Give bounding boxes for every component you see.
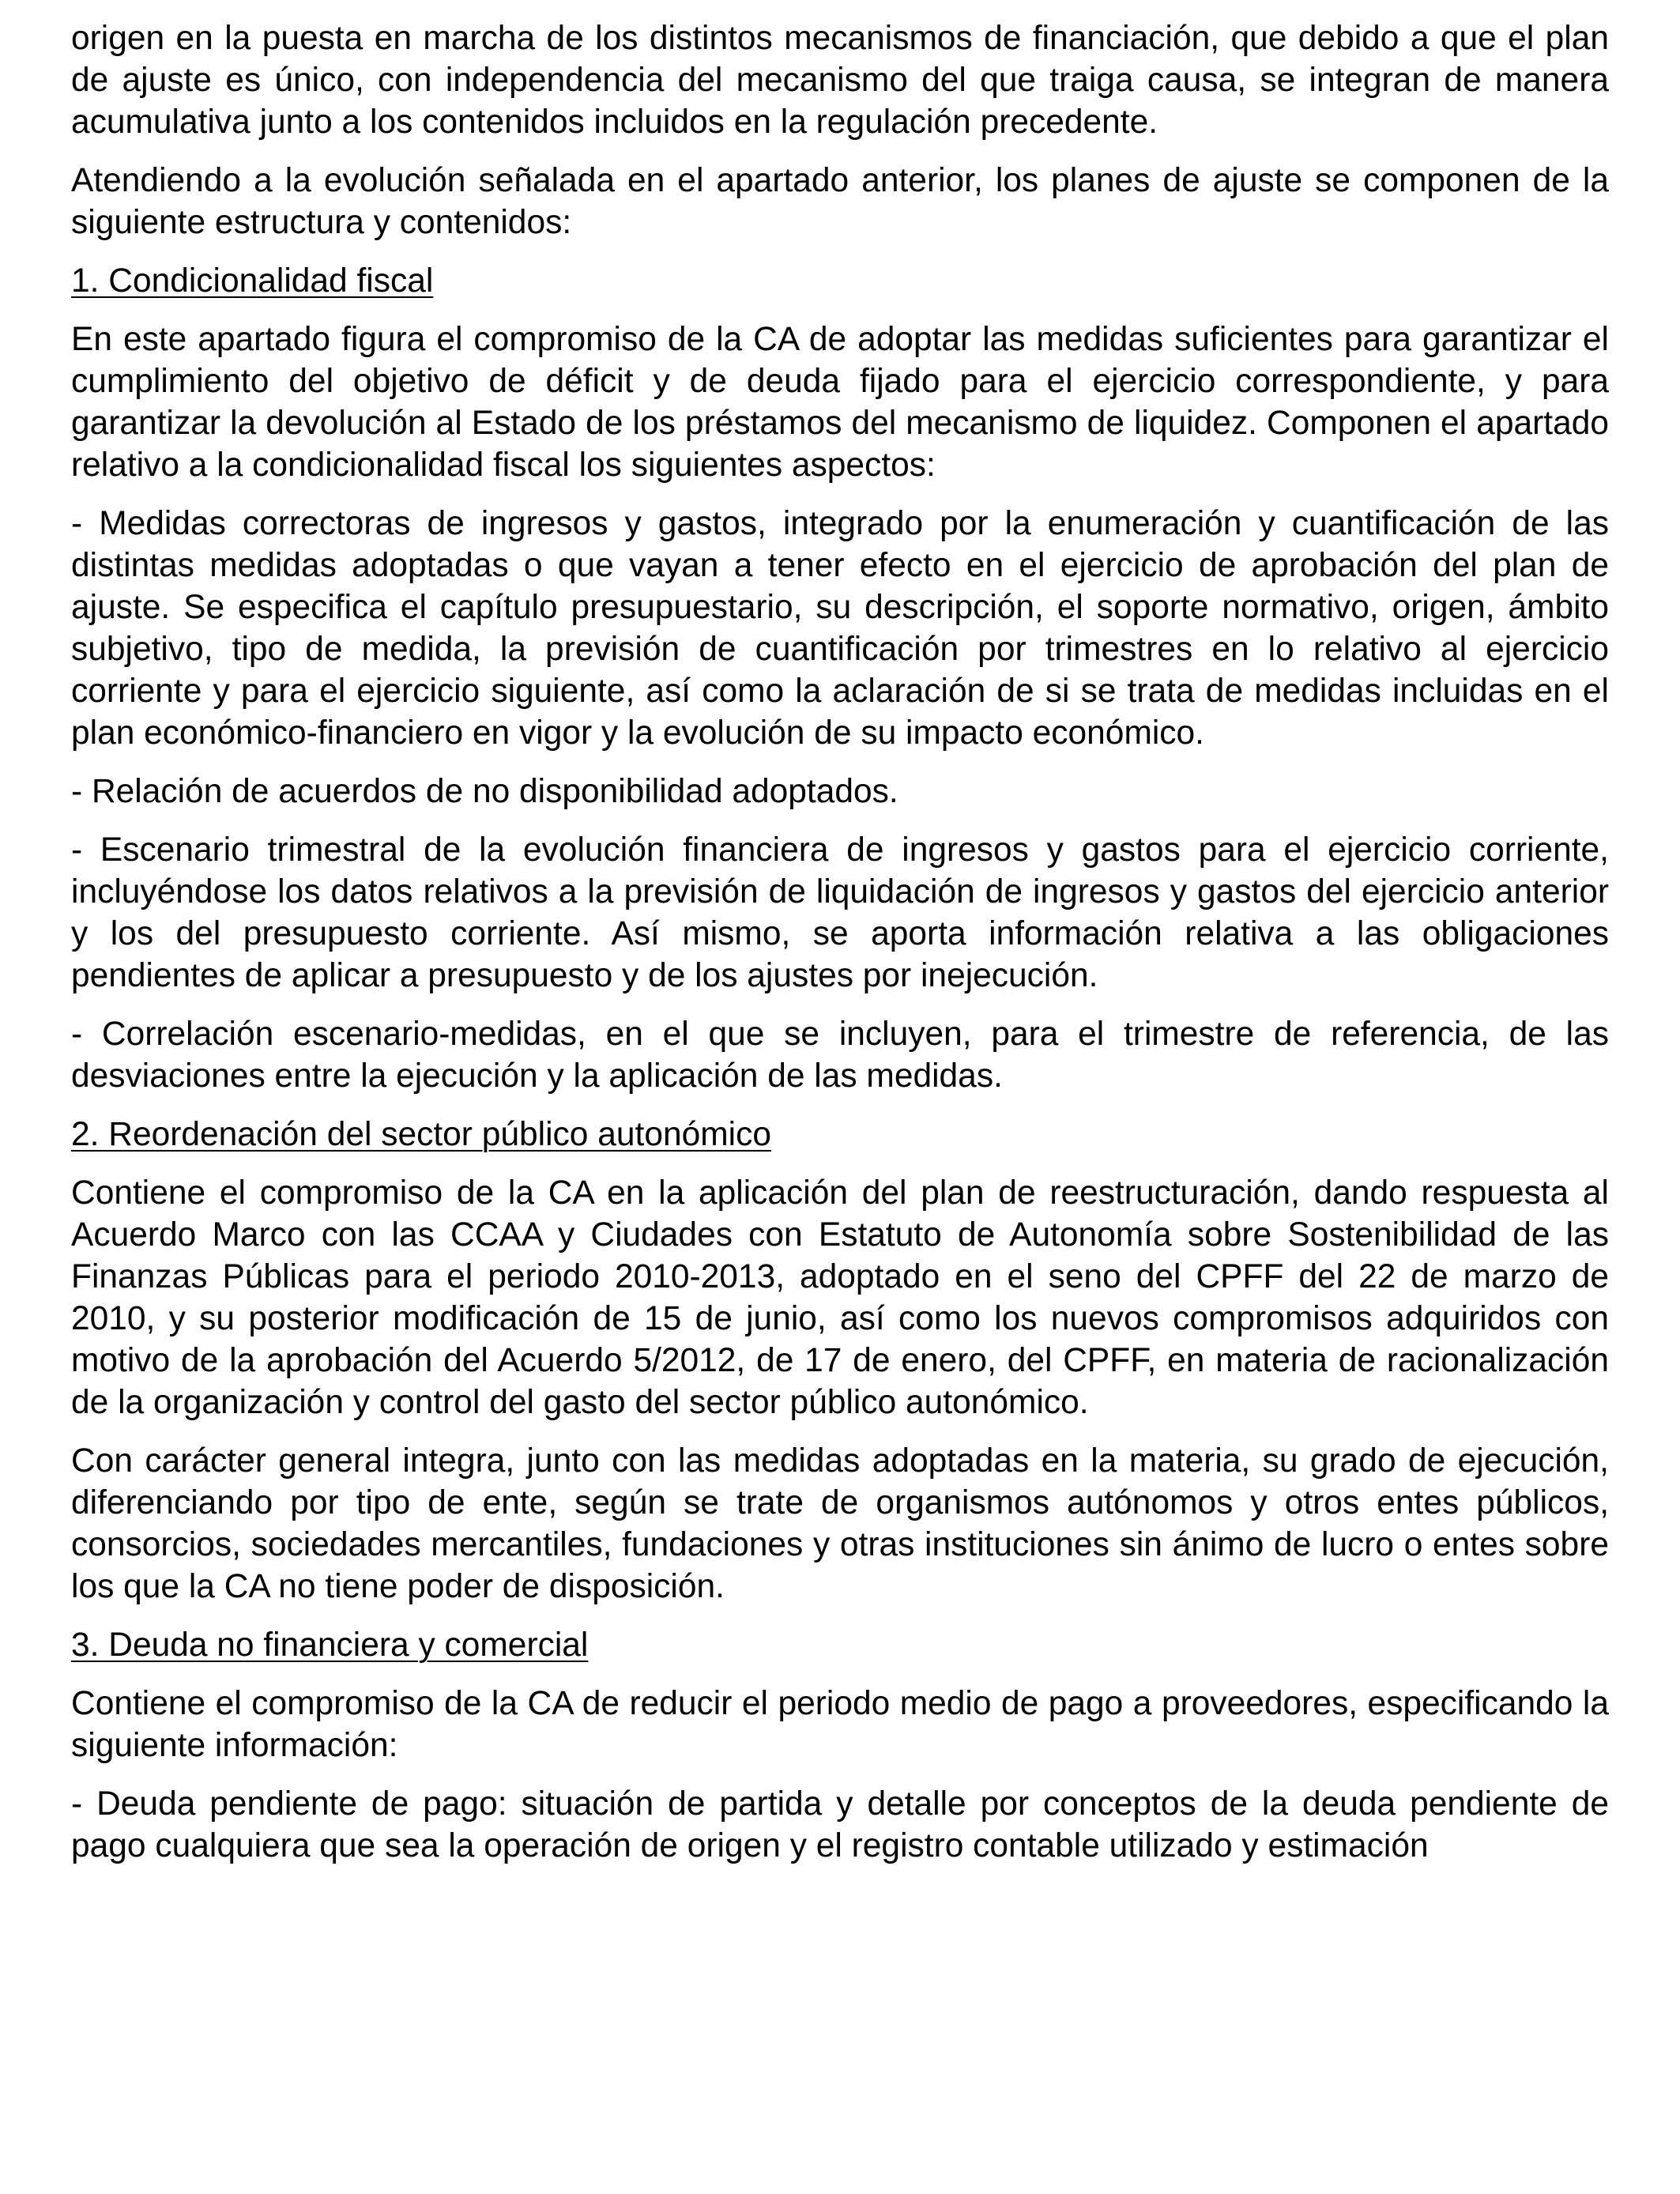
list-paragraph: - Deuda pendiente de pago: situación de partida y detalle por conceptos de la deuda pendiente de pago cualquiera que sea la operación de origen y el registro contable utilizado y estimación [71,1785,1609,1864]
intro-paragraph: origen en la puesta en marcha de los distintos mecanismos de financiación, que debido a que el plan de ajuste es único, con independencia del mecanismo del que traiga causa, se integran de manera acumulativa junto a los contenidos incluidos en la regulación precedente. [71,20,1609,141]
section-heading-condicionalidad-fiscal: 1. Condicionalidad fiscal [71,262,434,300]
body-paragraph: En este apartado figura el compromiso de la CA de adoptar las medidas suficientes para garantizar el cumplimiento del objetivo de déficit y de deuda fijado para el ejercicio correspondiente, y para garantizar la devolución al Estado de los préstamos del mecanismo de liquidez. Componen el apartado relativo a la condicionalidad fiscal los siguientes aspectos: [71,321,1609,484]
body-paragraph: Contiene el compromiso de la CA de reducir el periodo medio de pago a proveedores, especificando la siguiente información: [71,1685,1609,1764]
section-heading-deuda: 3. Deuda no financiera y comercial [71,1627,589,1664]
body-paragraph: Contiene el compromiso de la CA en la aplicación del plan de reestructuración, dando respuesta al Acuerdo Marco con las CCAA y Ciudades con Estatuto de Autonomía sobre Sostenibilidad de las Finanzas Públicas para el periodo 2010-2013, adoptado en el seno del CPFF del 22 de marzo de 2010, y su posterior modificación de 15 de junio, así como los nuevos compromisos adquiridos con motivo de la aprobación del Acuerdo 5/2012, de 17 de enero, del CPFF, en materia de racionalización de la organización y control del gasto del sector público autonómico. [71,1174,1609,1421]
section-heading-reordenacion: 2. Reordenación del sector público autonómico [71,1116,771,1153]
intro-paragraph: Atendiendo a la evolución señalada en el apartado anterior, los planes de ajuste se componen de la siguiente estructura y contenidos: [71,162,1609,241]
list-paragraph: - Relación de acuerdos de no disponibilidad adoptados. [71,773,898,810]
document-page [71,17,1609,1883]
list-paragraph: - Correlación escenario-medidas, en el que se incluyen, para el trimestre de referencia, de las desviaciones entre la ejecución y la aplicación de las medidas. [71,1016,1609,1095]
body-paragraph: Con carácter general integra, junto con las medidas adoptadas en la materia, su grado de ejecución, diferenciando por tipo de ente, según se trate de organismos autónomos y otros entes públicos, consorcios, sociedades mercantiles, fundaciones y otras instituciones sin ánimo de lucro o entes sobre los que la CA no tiene poder de disposición. [71,1442,1609,1605]
list-paragraph: - Medidas correctoras de ingresos y gastos, integrado por la enumeración y cuantificación de las distintas medidas adoptadas o que vayan a tener efecto en el ejercicio de aprobación del plan de ajuste. Se especifica el capítulo presupuestario, su descripción, el soporte normativo, origen, ámbito subjetivo, tipo de medida, la previsión de cuantificación por trimestres en lo relativo al ejercicio corriente y para el ejercicio siguiente, así como la aclaración de si se trata de medidas incluidas en el plan económico-financiero en vigor y la evolución de su impacto económico. [71,505,1609,752]
list-paragraph: - Escenario trimestral de la evolución financiera de ingresos y gastos para el ejercicio corriente, incluyéndose los datos relativos a la previsión de liquidación de ingresos y gastos del ejercicio anterior y los del presupuesto corriente. Así mismo, se aporta información relativa a las obligaciones pendientes de aplicar a presupuesto y de los ajustes por inejecución. [71,831,1609,994]
